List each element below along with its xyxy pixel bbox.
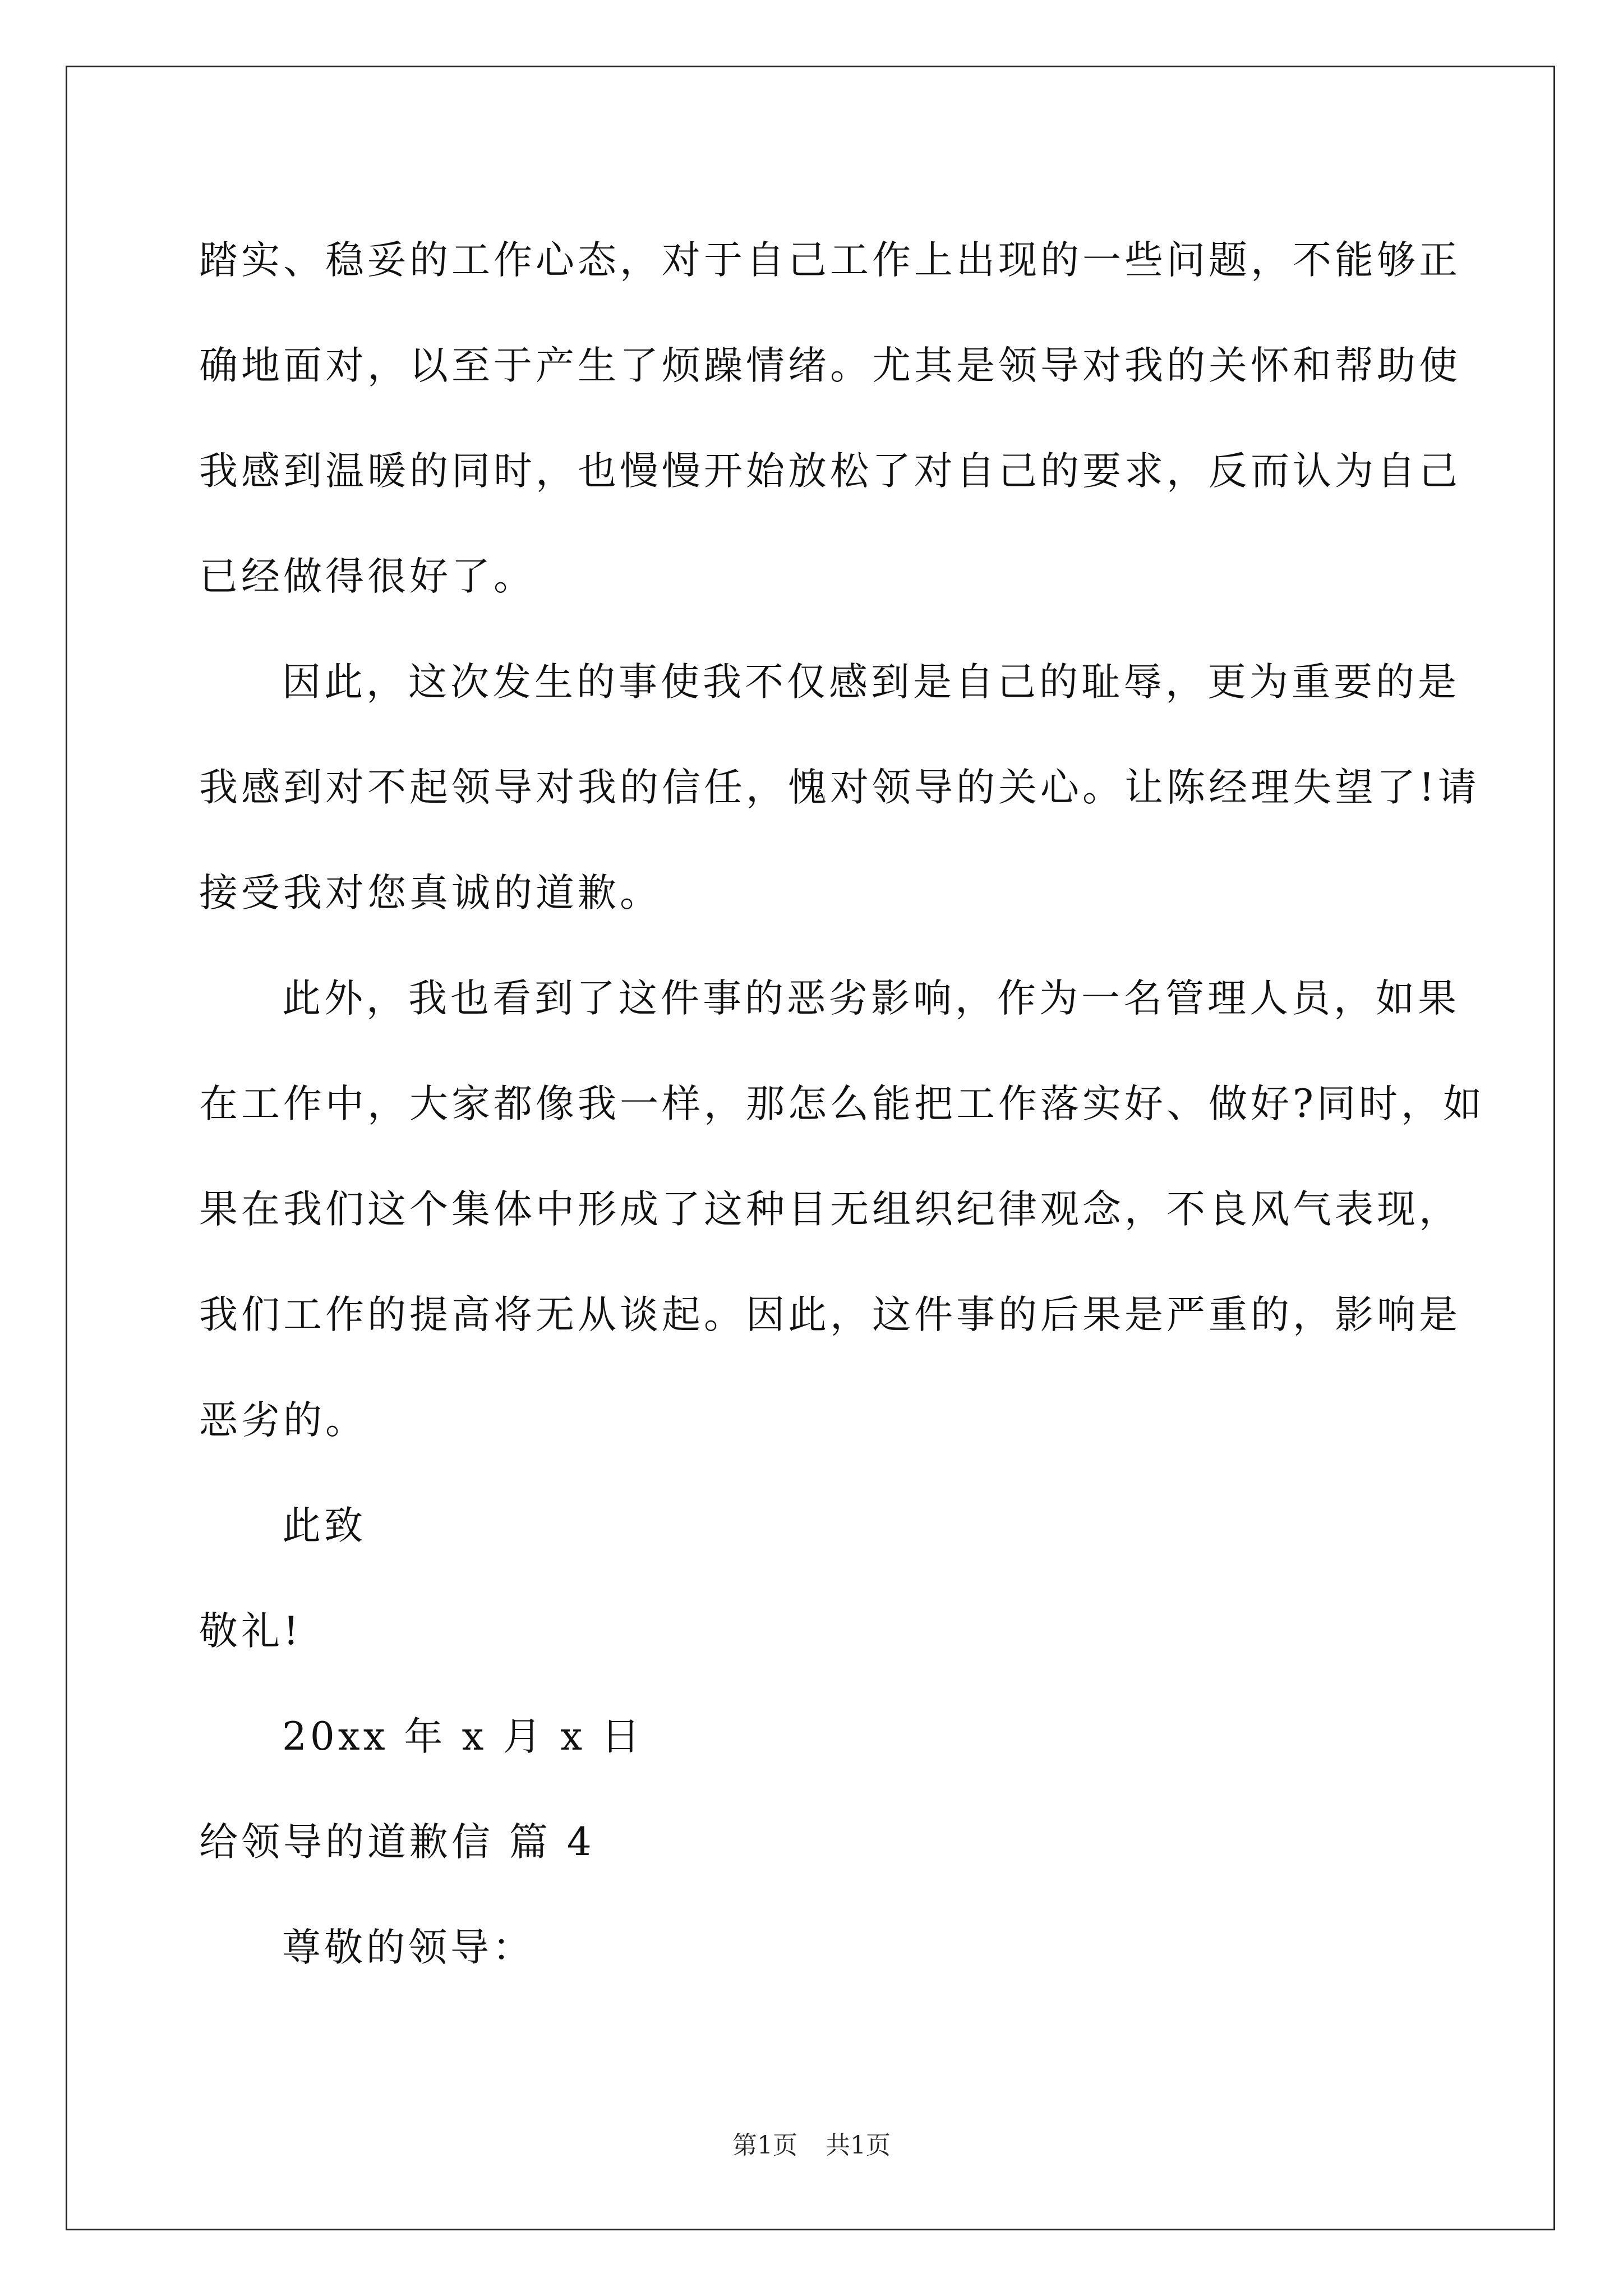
page-total: 共1页 <box>826 2131 891 2160</box>
text-line: 因此，这次发生的事使我不仅感到是自己的耻辱，更为重要的是 <box>282 660 1460 705</box>
closing-regards: 敬礼! <box>199 1609 302 1654</box>
page-number: 第1页 <box>732 2131 797 2160</box>
date-line: 20xx 年 x 月 x 日 <box>282 1714 644 1759</box>
text-line: 在工作中，大家都像我一样，那怎么能把工作落实好、做好?同时，如 <box>199 1082 1485 1126</box>
text-line: 我感到温暖的同时，也慢慢开始放松了对自己的要求，反而认为自己 <box>199 449 1461 494</box>
greeting-line: 尊敬的领导： <box>282 1925 534 1970</box>
text-line: 确地面对，以至于产生了烦躁情绪。尤其是领导对我的关怀和帮助使 <box>199 343 1461 388</box>
section-heading: 给领导的道歉信 篇 4 <box>199 1820 595 1865</box>
text-line: 我感到对不起领导对我的信任，愧对领导的关心。让陈经理失望了!请 <box>199 765 1480 810</box>
page-footer <box>0 2129 1623 2162</box>
closing-salutation: 此致 <box>282 1503 366 1548</box>
text-line: 此外，我也看到了这件事的恶劣影响，作为一名管理人员，如果 <box>282 976 1460 1021</box>
text-line: 接受我对您真诚的道歉。 <box>199 871 662 915</box>
text-line: 我们工作的提高将无从谈起。因此，这件事的后果是严重的，影响是 <box>199 1292 1461 1337</box>
text-line: 已经做得很好了。 <box>199 554 536 599</box>
text-line: 恶劣的。 <box>199 1398 367 1443</box>
text-line: 踏实、稳妥的工作心态，对于自己工作上出现的一些问题，不能够正 <box>199 238 1461 283</box>
document-body <box>199 208 1485 2000</box>
text-line: 果在我们这个集体中形成了这种目无组织纪律观念，不良风气表现， <box>199 1187 1461 1232</box>
